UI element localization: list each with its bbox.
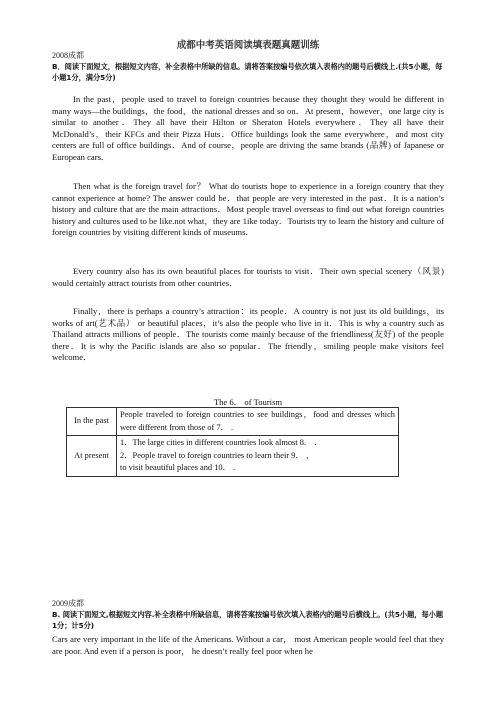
section1-paragraph-2: Then what is the foreign travel for？ What do tourists hope to experience in a foreign country that they cannot experience at home? The answer could be．that people are very interested in the past．It is a nation’s history and culture that are the main attractions．Most people travel overseas to find out what foreign countries history and cultures used to be like.not what，they are 1ike today．Tourists try to learn the history and culture of foreign countries by visiting different kinds of museums． <box>52 181 444 238</box>
row-label-past: In the past <box>67 408 117 436</box>
present-line-1: 1．The large cities in different countries look almost 8． . <box>120 438 317 447</box>
section2-instruction: B. 阅读下面短文,根据短文内容.补全表格中所缺信息，请将答案按编号依次填入表格内的题号后横线上。(共5小题，每小题1分；计5分) <box>52 610 444 630</box>
section1-paragraph-4: Finally，there is perhaps a country’s attraction：its people．A country is not just its old buildings，its works of art(艺术品） or beautiful places，it’s also the people who live in it．This is why a country such as Thailand attracts millions of people．The tourists come mainly because of the friendliness(友好) of the people there．It is why the Pacific islands are also so popular．The friendly，smiling people make visitors feel welcome． <box>52 306 444 363</box>
table-title: The 6． of Tourism <box>213 397 283 407</box>
present-line-2: 2．People travel to foreign countries to learn their 9． ， <box>120 450 315 460</box>
summary-table <box>66 407 399 477</box>
section2-year: 2009成都 <box>52 599 84 608</box>
present-line-3: to visit beautiful places and 10． . <box>120 463 236 472</box>
table-row <box>67 408 399 436</box>
section1-year: 2008成都 <box>52 51 84 60</box>
row-label-present: At present <box>67 436 117 477</box>
table-row <box>67 436 399 477</box>
row-content-present <box>117 436 399 477</box>
section2-paragraph: Cars are very important in the life of the Americans. Without a car， most American people would feel that they are poor. And even if a person is poor， he doesn’t really feel poor when he <box>52 634 444 656</box>
section1-instruction: B．阅读下面短文，根据短文内容，补全表格中所缺的信息。请将答案按编号依次填入表格内的题号后横线上.(共5小题，每小题1分，满分5分) <box>52 62 443 82</box>
row-content-past: People traveled to foreign countries to see buildings，food and dresses which were different from those of 7． . <box>117 408 399 436</box>
page-title: 成都中考英语阅读填表题真题训练 <box>176 40 320 51</box>
section1-paragraph-3: Every country also has its own beautiful places for tourists to visit．Their own special scenery（风景) would certainly attract tourists from other countries． <box>52 266 444 288</box>
section1-paragraph-1: In the past，people used to travel to foreign countries because they thought they would be different in many ways—the buildings，the food，the national dresses and so on．At present，however，one large city is similar to another．They all have their Hilton or Sheraton Hotels everywhere．They all have their McDonald’s，their KFCs and their Pizza Huts．Office buildings look the same everywhere，and most city centers are full of office buildings．And of course，people are driving the same brands (品牌) of Japanese or European cars． <box>52 94 444 162</box>
